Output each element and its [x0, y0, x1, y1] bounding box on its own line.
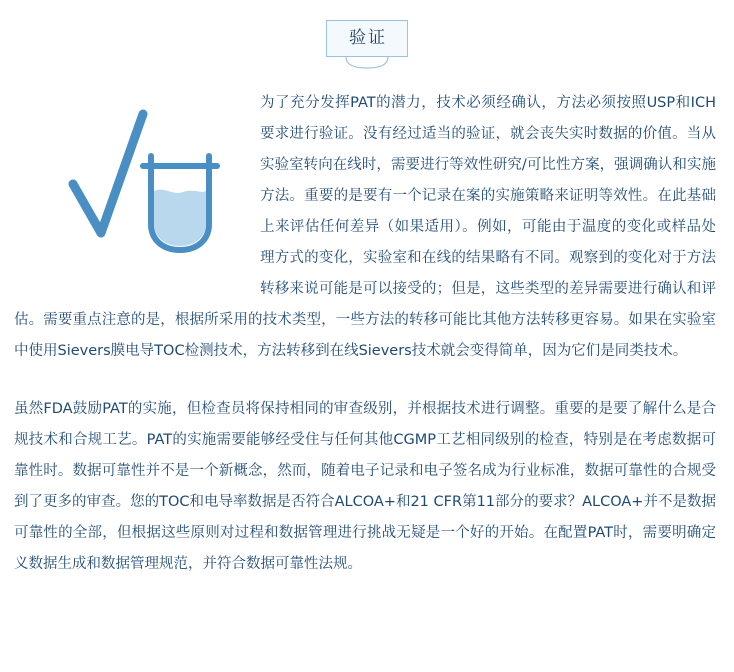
paragraph-1: 为了充分发挥PAT的潜力，技术必须经确认，方法必须按照USP和ICH要求进行验证。没有经过适当的验证，就会丧失实时数据的价值。当从实验室转向在线时，需要进行等效性研究/可比性方案，强调确认和实施方法。重要的是要有一个记录在案的实施策略来证明等效性。在此基础上来评估任何差异（如果适用）。例如，可能由于温度的变化或样品处理方式的变化，实验室和在线的结果略有不同。观察到的变化对于方法转移来说可能是可以接受的；但是，这些类型的差异需要进行确认和评估。需要重点注意的是，根据所采用的技术类型，一些方法的转移可能比其他方法转移更容易。如果在实验室中使用Sievers膜电导TOC检测技术，方法转移到在线Sievers技术就会变得简单，因为它们是同类技术。	[14, 95, 716, 359]
paragraph-2: 虽然FDA鼓励PAT的实施，但检查员将保持相同的审查级别，并根据技术进行调整。重要的是要了解什么是合规技术和合规工艺。PAT的实施需要能够经受住与任何其他CGMP工艺相同级别的检查，特别是在考虑数据可靠性时。数据可靠性并不是一个新概念，然而，随着电子记录和电子签名成为行业标准，数据可靠性的合规受到了更多的审查。您的TOC和电导率数据是否符合ALCOA+和21 CFR第11部分的要求？ALCOA+并不是数据可靠性的全部，但根据这些原则对过程和数据管理进行挑战无疑是一个好的开始。在配置PAT时，需要明确定义数据生成和数据管理规范，并符合数据可靠性法规。	[14, 401, 716, 572]
section-badge-container	[0, 20, 734, 70]
badge-tail-decoration	[344, 57, 390, 70]
article-body	[0, 88, 734, 580]
section-badge: 验证	[326, 20, 408, 57]
illustration-float-spacer	[0, 88, 260, 280]
